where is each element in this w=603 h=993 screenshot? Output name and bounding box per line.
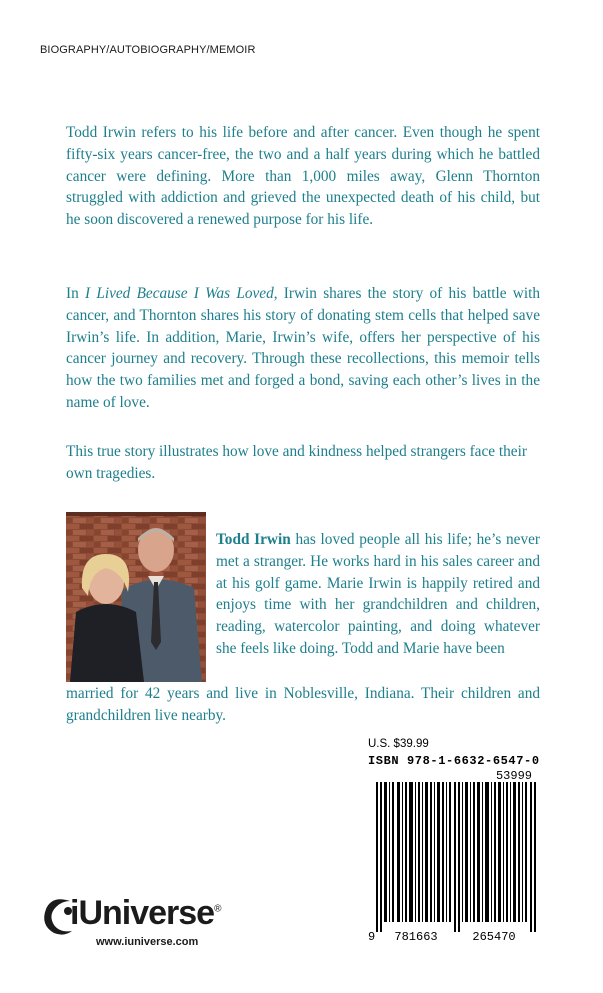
price-label: U.S. $39.99 (368, 738, 429, 750)
description-paragraph-3: This true story illustrates how love and kindness helped strangers face their own tragedies. (66, 443, 527, 482)
registered-mark: ® (214, 903, 222, 915)
author-bio-top (216, 529, 540, 660)
publisher-url: www.iuniverse.com (96, 936, 199, 948)
p2-prefix: In (66, 285, 85, 302)
publisher-logo-text (70, 894, 221, 933)
author-name: Todd Irwin (216, 531, 291, 548)
author-photo (66, 512, 206, 682)
barcode-addon-digits: 53999 (495, 770, 533, 783)
publisher-name: iUniverse (70, 894, 215, 932)
description-paragraph-2 (66, 283, 540, 414)
description-paragraph-1: Todd Irwin refers to his life before and after cancer. Even though he spent fifty-six years cancer-free, the two and a half years during which he battled cancer were defining. More than 1,000 miles away, Glenn Thornton struggled with addiction and grieved the unexpected death of his child, but he soon discovered a renewed purpose for his life. (66, 124, 540, 229)
book-title: I Lived Because I Was Loved (85, 285, 274, 302)
barcode-group-2: 265470 (472, 930, 516, 942)
barcode-group-1: 781663 (394, 930, 438, 942)
author-bio-text-top: has loved people all his life; he’s never met a stranger. He works hard in his sales career and at his golf game. Marie Irwin is happily retired and enjoys time with her grandchildren and children, reading, watercolor painting, and doing whatever she feels like doing. Todd and Marie have been (216, 531, 540, 657)
p2-rest: , Irwin shares the story of his battle with cancer, and Thornton shares his story of donating stem cells that helped save Irwin’s life. In addition, Marie, Irwin’s wife, offers her perspective of his cancer journey and recovery. Through these recollections, this memoir tells how the two families met and forged a bond, saving each other’s lives in the name of love. (66, 285, 540, 411)
isbn-barcode (366, 770, 554, 942)
genre-label: BIOGRAPHY/AUTOBIOGRAPHY/MEMOIR (40, 44, 256, 56)
author-bio-bottom: married for 42 years and live in Noblesville, Indiana. Their children and grandchildren live nearby. (66, 685, 540, 724)
barcode-lead-digit: 9 (368, 930, 376, 942)
isbn-label: ISBN 978-1-6632-6547-0 (368, 754, 540, 768)
